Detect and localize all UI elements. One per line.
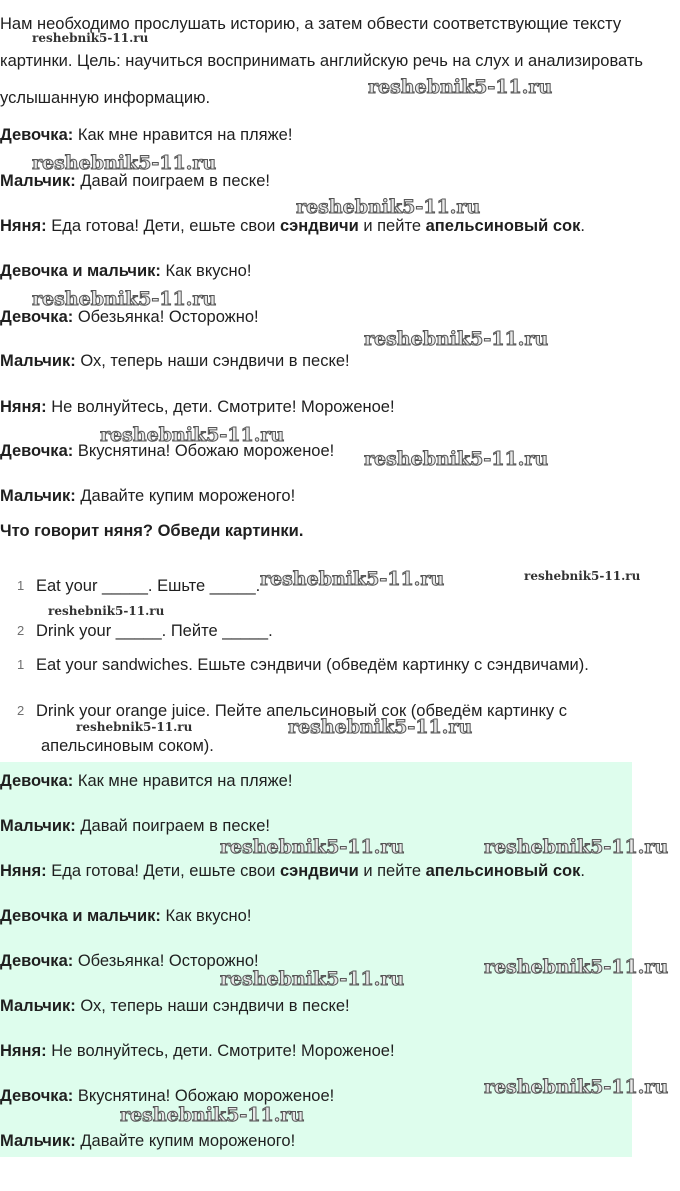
box-line-boy-3 — [0, 1130, 295, 1152]
speaker-label: Девочка: — [0, 952, 74, 970]
task-number: 1 — [17, 578, 25, 593]
speaker-label: Девочка: — [0, 308, 74, 326]
watermark: reshebnik5-11.ru — [100, 424, 285, 446]
watermark: reshebnik5-11.ru — [524, 569, 641, 583]
box-line-nanny-2 — [0, 1040, 395, 1062]
speaker-label: Мальчик: — [0, 1132, 76, 1150]
dialogue-line-boy-3 — [0, 485, 295, 507]
dialogue-line-girl-2 — [0, 306, 259, 328]
watermark: reshebnik5-11.ru — [484, 1076, 669, 1098]
dialogue-text: Ох, теперь наши сэндвичи в песке! — [75, 997, 350, 1015]
dialogue-text: Обезьянка! Осторожно! — [73, 952, 259, 970]
dialogue-line-nanny-1 — [0, 215, 585, 237]
question-heading: Что говорит няня? Обведи картинки. — [0, 522, 304, 540]
speaker-label: Мальчик: — [0, 352, 76, 370]
dialogue-text: Как мне нравится на пляже! — [73, 126, 293, 144]
speaker-label: Няня: — [0, 1042, 47, 1060]
dialogue-text: Обезьянка! Осторожно! — [73, 308, 259, 326]
dialogue-text: Как вкусно! — [160, 907, 252, 925]
dialogue-text: Как вкусно! — [160, 262, 252, 280]
watermark: reshebnik5-11.ru — [32, 152, 217, 174]
speaker-label: Няня: — [0, 862, 47, 880]
answer-number: 2 — [17, 703, 25, 718]
dialogue-text: Не волнуйтесь, дети. Смотрите! Мороженое! — [46, 1042, 395, 1060]
dialogue-line-girl-1 — [0, 124, 292, 146]
dialogue-line-both-1 — [0, 260, 251, 282]
speaker-label: Няня: — [0, 217, 47, 235]
dialogue-bold-word: сэндвичи — [279, 217, 359, 235]
watermark: reshebnik5-11.ru — [368, 76, 553, 98]
dialogue-line-boy-2 — [0, 350, 350, 372]
dialogue-text: Давай поиграем в песке! — [75, 172, 270, 190]
speaker-label: Девочка: — [0, 126, 74, 144]
watermark: reshebnik5-11.ru — [220, 836, 405, 858]
watermark: reshebnik5-11.ru — [76, 720, 193, 734]
watermark: reshebnik5-11.ru — [288, 716, 473, 738]
dialogue-text: Как мне нравится на пляже! — [73, 772, 293, 790]
speaker-label: Мальчик: — [0, 997, 76, 1015]
dialogue-text: Еда готова! Дети, ешьте свои — [46, 862, 280, 880]
answer-item-1: Eat your sandwiches. Ешьте сэндвичи (обведём картинку с сэндвичами). — [36, 656, 589, 674]
box-line-girl-3 — [0, 1085, 334, 1107]
dialogue-bold-word: сэндвичи — [279, 862, 359, 880]
speaker-label: Девочка и мальчик: — [0, 262, 161, 280]
watermark: reshebnik5-11.ru — [32, 31, 149, 45]
dialogue-text: Не волнуйтесь, дети. Смотрите! Мороженое! — [46, 398, 395, 416]
speaker-label: Мальчик: — [0, 172, 76, 190]
intro-paragraph: Нам необходимо прослушать историю, а затем обвести соответствующие тексту картинки. Цель: научиться воспринимать английскую речь на слух и анализировать услышанную информацию. — [0, 15, 644, 107]
box-line-girl-2 — [0, 950, 259, 972]
watermark: reshebnik5-11.ru — [484, 956, 669, 978]
dialogue-line-boy-1 — [0, 170, 270, 192]
watermark: reshebnik5-11.ru — [120, 1104, 305, 1126]
dialogue-line-nanny-2 — [0, 396, 395, 418]
dialogue-text: и пейте — [358, 217, 426, 235]
watermark: reshebnik5-11.ru — [484, 836, 669, 858]
dialogue-text: . — [580, 862, 585, 880]
task-item-2: Drink your _____. Пейте _____. — [36, 622, 273, 640]
dialogue-text: Давайте купим мороженого! — [75, 1132, 296, 1150]
watermark: reshebnik5-11.ru — [364, 328, 549, 350]
dialogue-bold-word: апельсиновый сок — [425, 217, 581, 235]
task-item-1: Eat your _____. Ешьте _____. — [36, 577, 261, 595]
answer-item-2-line-1: Drink your orange juice. Пейте апельсиновый сок (обведём картинку с — [36, 702, 567, 720]
task-number: 2 — [17, 623, 25, 638]
dialogue-text: Ох, теперь наши сэндвичи в песке! — [75, 352, 350, 370]
box-line-girl-1 — [0, 770, 292, 792]
dialogue-text: Давай поиграем в песке! — [75, 817, 270, 835]
dialogue-text: и пейте — [358, 862, 426, 880]
dialogue-bold-word: апельсиновый сок — [425, 862, 581, 880]
dialogue-text: . — [580, 217, 585, 235]
dialogue-text: Давайте купим мороженого! — [75, 487, 296, 505]
speaker-label: Девочка: — [0, 442, 74, 460]
speaker-label: Девочка: — [0, 1087, 74, 1105]
answer-item-2-line-2: апельсиновым соком). — [41, 737, 214, 755]
watermark: reshebnik5-11.ru — [220, 968, 405, 990]
speaker-label: Девочка: — [0, 772, 74, 790]
box-line-boy-2 — [0, 995, 350, 1017]
box-line-boy-1 — [0, 815, 270, 837]
dialogue-text: Вкуснятина! Обожаю мороженое! — [73, 1087, 335, 1105]
answer-number: 1 — [17, 657, 25, 672]
watermark: reshebnik5-11.ru — [364, 448, 549, 470]
dialogue-text: Вкуснятина! Обожаю мороженое! — [73, 442, 335, 460]
dialogue-text: Еда готова! Дети, ешьте свои — [46, 217, 280, 235]
dialogue-line-girl-3 — [0, 440, 334, 462]
watermark: reshebnik5-11.ru — [260, 568, 445, 590]
speaker-label: Мальчик: — [0, 487, 76, 505]
speaker-label: Няня: — [0, 398, 47, 416]
watermark: reshebnik5-11.ru — [32, 288, 217, 310]
watermark: reshebnik5-11.ru — [48, 604, 165, 618]
speaker-label: Девочка и мальчик: — [0, 907, 161, 925]
speaker-label: Мальчик: — [0, 817, 76, 835]
box-line-nanny-1 — [0, 860, 585, 882]
watermark: reshebnik5-11.ru — [296, 196, 481, 218]
box-line-both-1 — [0, 905, 251, 927]
